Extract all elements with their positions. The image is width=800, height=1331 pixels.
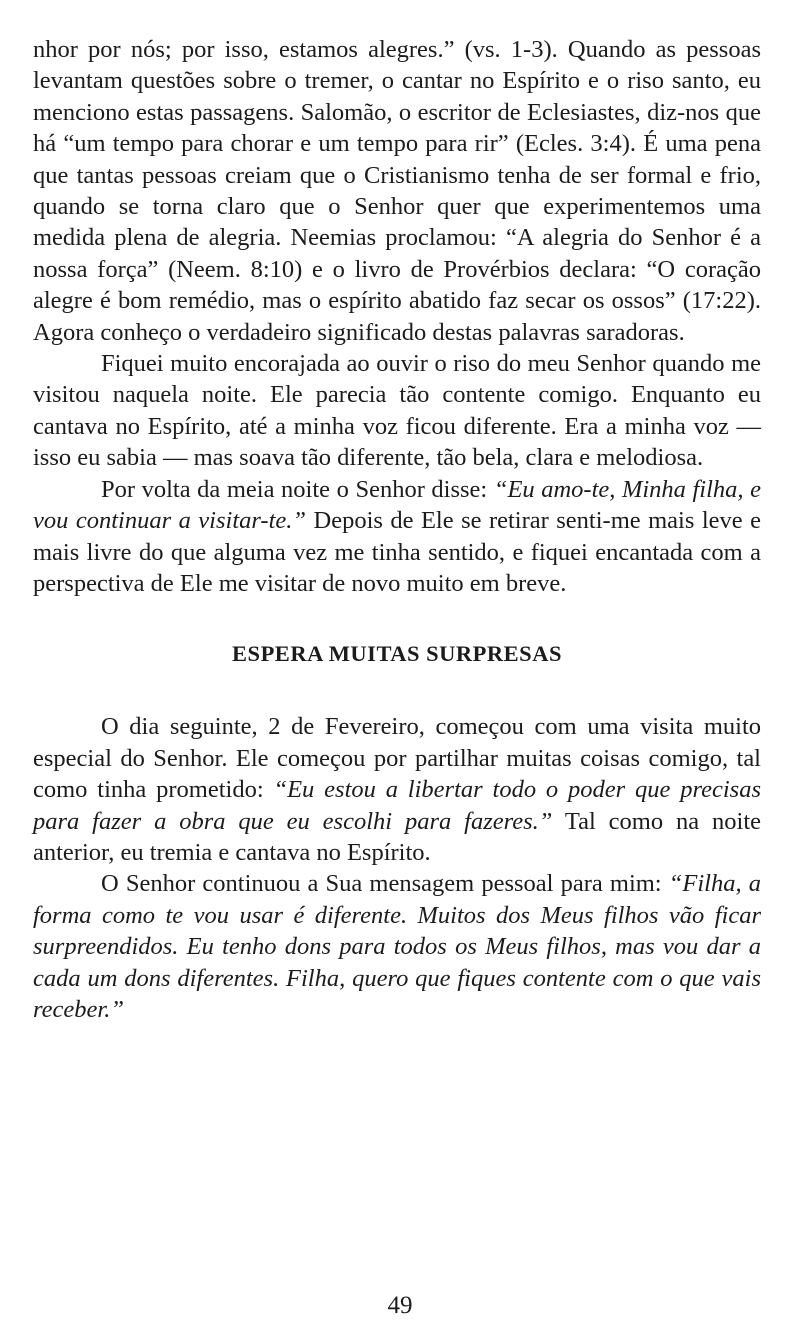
book-page [33,34,761,1025]
section-heading: ESPERA MUITAS SURPRESAS [232,641,562,667]
paragraph-4 [33,711,761,868]
paragraph-1: nhor por nós; por isso, estamos alegres.” (vs. 1-3). Quando as pessoas levantam questões sobre o tremer, o cantar no Espírito e o riso santo, eu menciono estas passagens. Salomão, o escritor de Eclesiastes, diz-nos que há “um tempo para chorar e um tempo para rir” (Ecles. 3:4). É uma pena que tantas pessoas creiam que o Cristianismo tenha de ser formal e frio, quando se torna claro que o Senhor quer que experimentemos uma medida plena de alegria. Neemias proclamou: “A alegria do Senhor é a nossa força” (Neem. 8:10) e o livro de Provérbios declara: “O coração alegre é bom remédio, mas o espírito abatido faz secar os ossos” (17:22). Agora conheço o verdadeiro significado destas palavras saradoras. [33,36,761,346]
page-number: 49 [387,1292,413,1319]
paragraph-5 [33,868,761,1025]
paragraph-3-text-a: Por volta da meia noite o Senhor disse: [101,475,494,503]
paragraph-3-text-b: Depois de Ele se retirar senti-me mais leve e mais livre do que alguma vez me tinha sentido, e fiquei encantada com a perspectiva de Ele me visitar de novo muito em breve. [33,507,761,597]
paragraph-3-quote: “Eu amo-te, Minha filha, e vou continuar a visitar-te.” [33,475,761,535]
paragraph-2: Fiquei muito encorajada ao ouvir o riso do meu Senhor quando me visitou naquela noite. Ele parecia tão contente comigo. Enquanto eu cantava no Espírito, até a minha voz ficou diferente. Era a minha voz — isso eu sabia — mas soava tão diferente, tão bela, clara e melodiosa. [33,350,761,472]
paragraph-4-quote: “Eu estou a libertar todo o poder que precisas para fazer a obra que eu escolhi para fazeres.” [33,776,761,835]
paragraph-5-text-a: O Senhor continuou a Sua mensagem pessoal para mim: [101,870,669,898]
paragraph-4-text-a: O dia seguinte, 2 de Fevereiro, começou com uma visita muito especial do Senhor. Ele começou por partilhar muitas coisas comigo, tal como tinha prometido: [33,713,761,804]
paragraph-4-text-b: Tal como na noite anterior, eu tremia e cantava no Espírito. [33,807,761,866]
paragraph-3 [33,474,761,600]
paragraph-5-quote: “Filha, a forma como te vou usar é diferente. Muitos dos Meus filhos vão ficar surpreendidos. Eu tenho dons para todos os Meus filhos, mas vou dar a cada um dons diferentes. Filha, quero que fiques contente com o que vais receber.” [33,870,761,1023]
